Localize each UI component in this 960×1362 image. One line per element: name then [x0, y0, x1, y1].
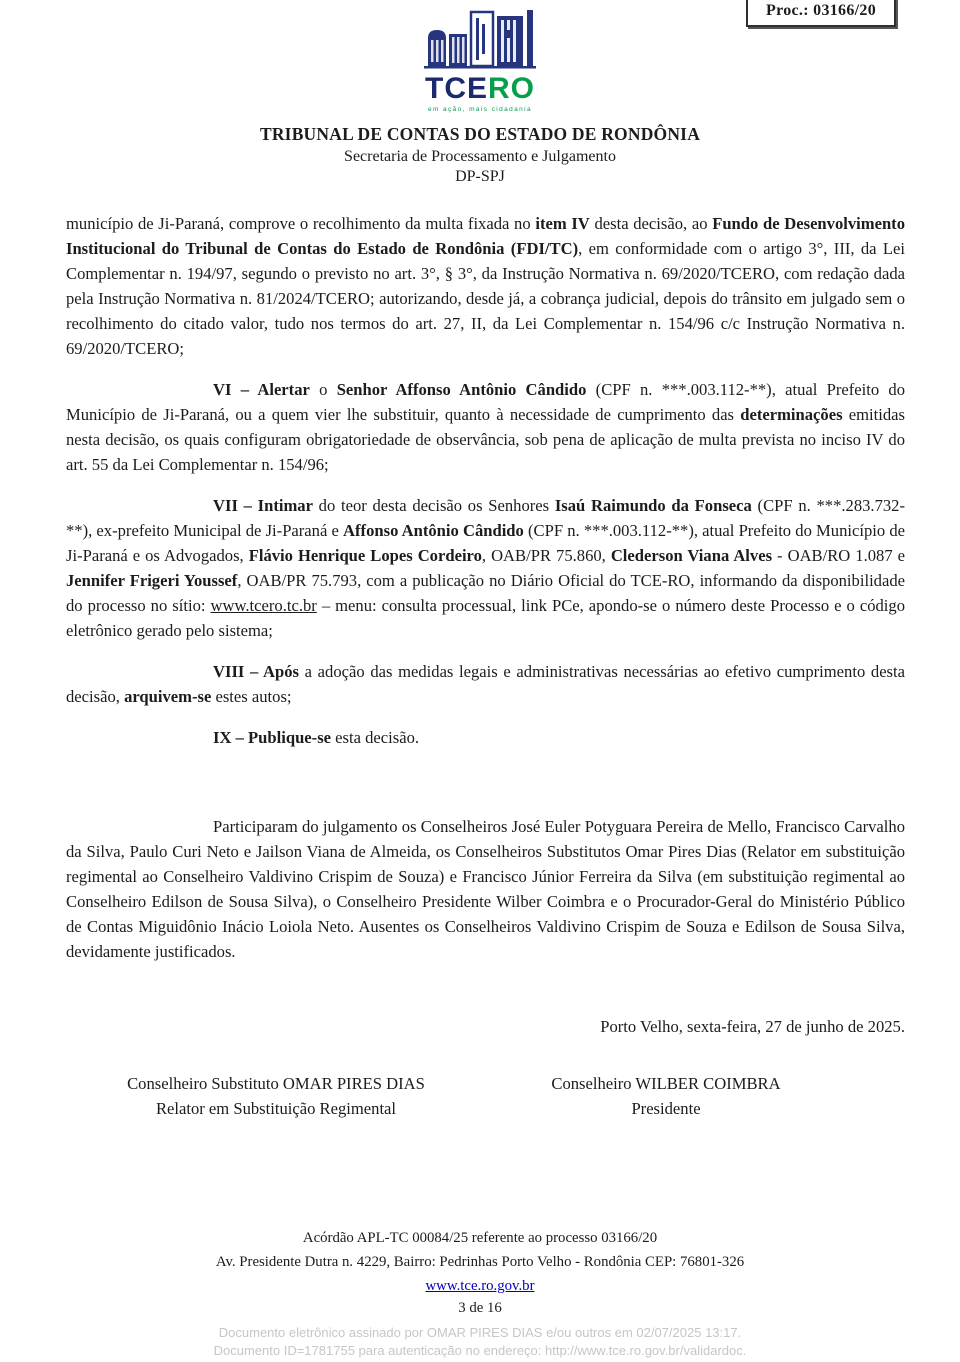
decision-body [0, 211, 960, 1121]
text-segment: arquivem-se [124, 686, 212, 706]
logo-tagline: em ação, mais cidadania [427, 106, 533, 113]
process-number: Proc.: 03166/20 [766, 2, 876, 19]
text-segment: (CPF n. ***.003.112-**), atual Prefeito do Município de Ji-Paraná e os Advogados, [66, 520, 906, 565]
text-segment: VI – Alertar [213, 379, 310, 399]
text-segment: (CPF n. ***.003.112-**), atual Prefeito do Município de Ji-Paraná, ou a quem vier lhe substituir, quanto à necessidade de cumprimento das [66, 379, 906, 424]
page-number: 3 de 16 [458, 1300, 502, 1316]
text-segment: IX – Publique-se [213, 727, 332, 747]
date-line: Porto Velho, sexta-feira, 27 de junho de 2025. [600, 1016, 905, 1036]
institution-title: TRIBUNAL DE CONTAS DO ESTADO DE RONDÔNIA [259, 123, 701, 144]
text-segment: o [309, 379, 337, 399]
tcero-site-link[interactable]: www.tcero.tc.br [210, 595, 317, 615]
institution-department: DP-SPJ [455, 167, 505, 185]
tce-website-link[interactable]: www.tce.ro.gov.br [425, 1278, 535, 1294]
watermark-document-id: Documento ID=1781755 para autenticação no endereço: http://www.tce.ro.gov.br/validardoc. [213, 1343, 747, 1358]
tcero-buildings-icon [414, 8, 546, 72]
signature-relator-role: Relator em Substituição Regimental [155, 1098, 397, 1118]
watermark-signed-by: Documento eletrônico assinado por OMAR PIRES DIAS e/ou outros em 02/07/2025 13:17. [218, 1325, 742, 1340]
text-segment: Flávio Henrique Lopes Cordeiro [248, 545, 482, 565]
text-segment: esta decisão. [331, 727, 420, 747]
signature-president-name: Conselheiro WILBER COIMBRA [551, 1073, 781, 1093]
paragraph-item-vi [66, 377, 905, 477]
text-segment: VIII – Após [213, 661, 300, 681]
text-segment: Jennifer Frigeri Youssef [66, 570, 238, 590]
logo-tce-text: TCE [425, 72, 488, 105]
text-segment: determinações [740, 404, 843, 424]
text-segment: VII – Intimar [213, 495, 313, 515]
text-segment: Affonso Antônio Cândido [343, 520, 524, 540]
logo-ro-text: RO [488, 72, 535, 105]
text-segment: , em conformidade com o artigo 3°, III, da Lei Complementar n. 194/97, segundo o previsto no art. 3°, § 3°, da Instrução Normativa n. 69/2020/TCERO, com redação dada pela Instrução Normativa n. 81/2024/TCERO; autorizando, desde já, a cobrança judicial, depois do trânsito em julgado sem o recolhimento do citado valor, tudo nos termos do art. 27, II, da Lei Complementar n. 154/96 c/c Instrução Normativa n. 69/2020/TCERO; [66, 238, 905, 358]
text-segment: a adoção das medidas legais e administrativas necessárias ao efetivo cumprimento desta decisão, [66, 661, 905, 706]
paragraph-item-vii [66, 493, 905, 643]
text-segment: emitidas nesta decisão, os quais configuram obrigatoriedade de observância, sob pena de aplicação de multa prevista no inciso IV do art. 55 da Lei Complementar n. 154/96; [66, 404, 905, 474]
text-segment: Fundo de Desenvolvimento Institucional do Tribunal de Contas do Estado de Rondônia (FDI/TC) [66, 213, 906, 258]
text-segment: - OAB/RO 1.087 e [772, 545, 905, 565]
text-segment: (CPF n. ***.283.732-**), ex-prefeito Municipal de Ji-Paraná e [66, 495, 905, 540]
institution-subtitle: Secretaria de Processamento e Julgamento [344, 147, 616, 165]
electronic-signature-watermark [0, 1324, 960, 1360]
paragraph-continuation [66, 211, 905, 361]
signature-relator-name: Conselheiro Substituto OMAR PIRES DIAS [127, 1073, 425, 1093]
text-segment: , OAB/PR 75.793, com a publicação no Diário Oficial do TCE-RO, informando da disponibilidade do processo no sítio: [66, 570, 905, 615]
text-segment: item IV [535, 213, 590, 233]
text-segment: do teor desta decisão os Senhores [312, 495, 555, 515]
page-footer [0, 1226, 960, 1318]
paragraph-participants [66, 814, 905, 964]
signature-block [66, 1071, 905, 1121]
text-segment: – menu: consulta processual, link PCe, apondo-se o número deste Processo e o código eletrônico gerado pelo sistema; [66, 595, 905, 640]
text-segment: município de Ji-Paraná, comprove o recolhimento da multa fixada no [66, 213, 536, 233]
signature-relator [66, 1071, 486, 1121]
paragraph-item-viii [66, 659, 905, 709]
footer-acordao-reference: Acórdão APL-TC 00084/25 referente ao processo 03166/20 [302, 1230, 658, 1246]
text-segment: , OAB/PR 75.860, [481, 545, 611, 565]
text-segment: Isaú Raimundo da Fonseca [554, 495, 752, 515]
process-number-box [746, 0, 896, 27]
signature-president [486, 1071, 846, 1121]
signature-president-role: Presidente [631, 1098, 701, 1118]
text-segment: Senhor Affonso Antônio Cândido [336, 379, 587, 399]
text-segment: Clederson Viana Alves [610, 545, 773, 565]
tcero-logo-text [425, 74, 535, 104]
text-segment: Participaram do julgamento os Conselheiros José Euler Potyguara Pereira de Mello, Francisco Carvalho da Silva, Paulo Curi Neto e Jailson Viana de Almeida, os Conselheiros Substitutos Omar Pires Dias (Relator em substituição regimental ao Conselheiro Valdivino Crispim de Souza) e Francisco Júnior Ferreira da Silva (em substituição regimental ao Conselheiro Edilson de Sousa Silva), o Conselheiro Presidente Wilber Coimbra e o Procurador-Geral do Ministério Público de Contas Miguidônio Inácio Loiola Neto. Ausentes os Conselheiros Valdivino Crispim de Souza e Edilson de Sousa Silva, devidamente justificados. [66, 816, 905, 961]
footer-address: Av. Presidente Dutra n. 4229, Bairro: Pedrinhas Porto Velho - Rondônia CEP: 76801-326 [215, 1254, 745, 1270]
text-segment: desta decisão, ao [589, 213, 713, 233]
text-segment: estes autos; [211, 686, 292, 706]
paragraph-item-ix [66, 725, 905, 750]
